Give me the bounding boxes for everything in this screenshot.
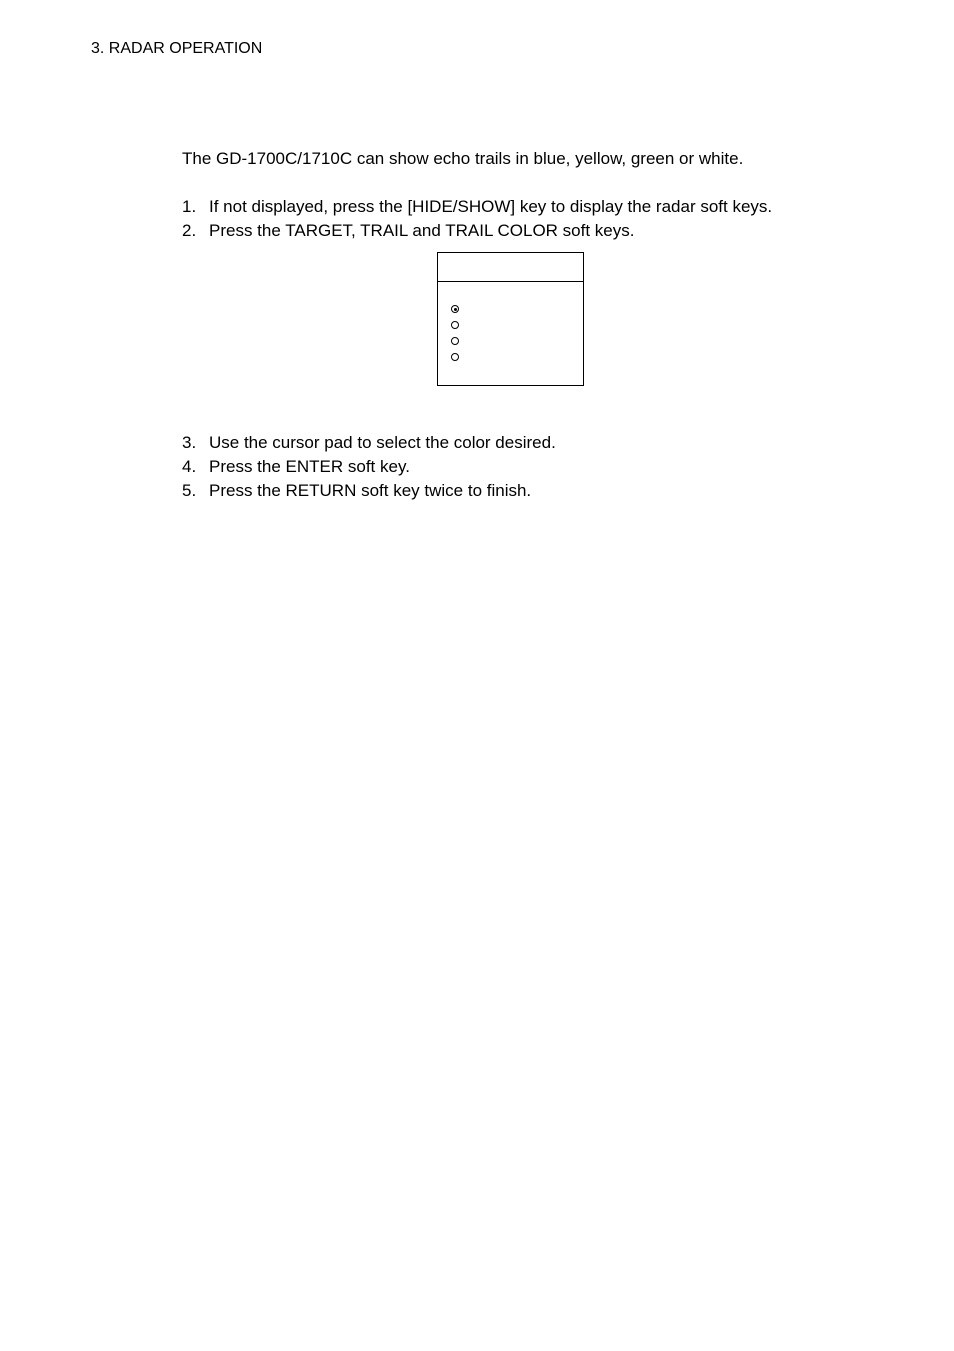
step-number: 1. (182, 197, 197, 216)
step-item (182, 219, 772, 243)
step-number: 5. (182, 481, 197, 500)
step-text: Press the RETURN soft key twice to finish. (209, 481, 532, 500)
step-item (182, 479, 556, 503)
step-text: Press the TARGET, TRAIL and TRAIL COLOR soft keys. (209, 221, 635, 240)
step-number: 4. (182, 457, 197, 476)
step-item (182, 195, 772, 219)
procedure-steps-part-1 (182, 195, 772, 243)
page-header: 3. RADAR OPERATION (91, 40, 263, 57)
radio-button-option-3 (451, 337, 459, 345)
step-item (182, 431, 556, 455)
radio-button-option-4 (451, 353, 459, 361)
step-text: Press the ENTER soft key. (209, 457, 410, 476)
step-text: Use the cursor pad to select the color desired. (209, 433, 556, 452)
intro-paragraph: The GD-1700C/1710C can show echo trails in blue, yellow, green or white. (182, 149, 744, 168)
radio-button-option-1 (451, 305, 459, 313)
step-number: 2. (182, 221, 197, 240)
radio-button-option-2 (451, 321, 459, 329)
procedure-steps-part-2 (182, 431, 556, 503)
trail-color-menu-illustration (437, 252, 584, 386)
menu-title-bar (438, 253, 583, 282)
step-number: 3. (182, 433, 197, 452)
step-text: If not displayed, press the [HIDE/SHOW] key to display the radar soft keys. (209, 197, 773, 216)
step-item (182, 455, 556, 479)
